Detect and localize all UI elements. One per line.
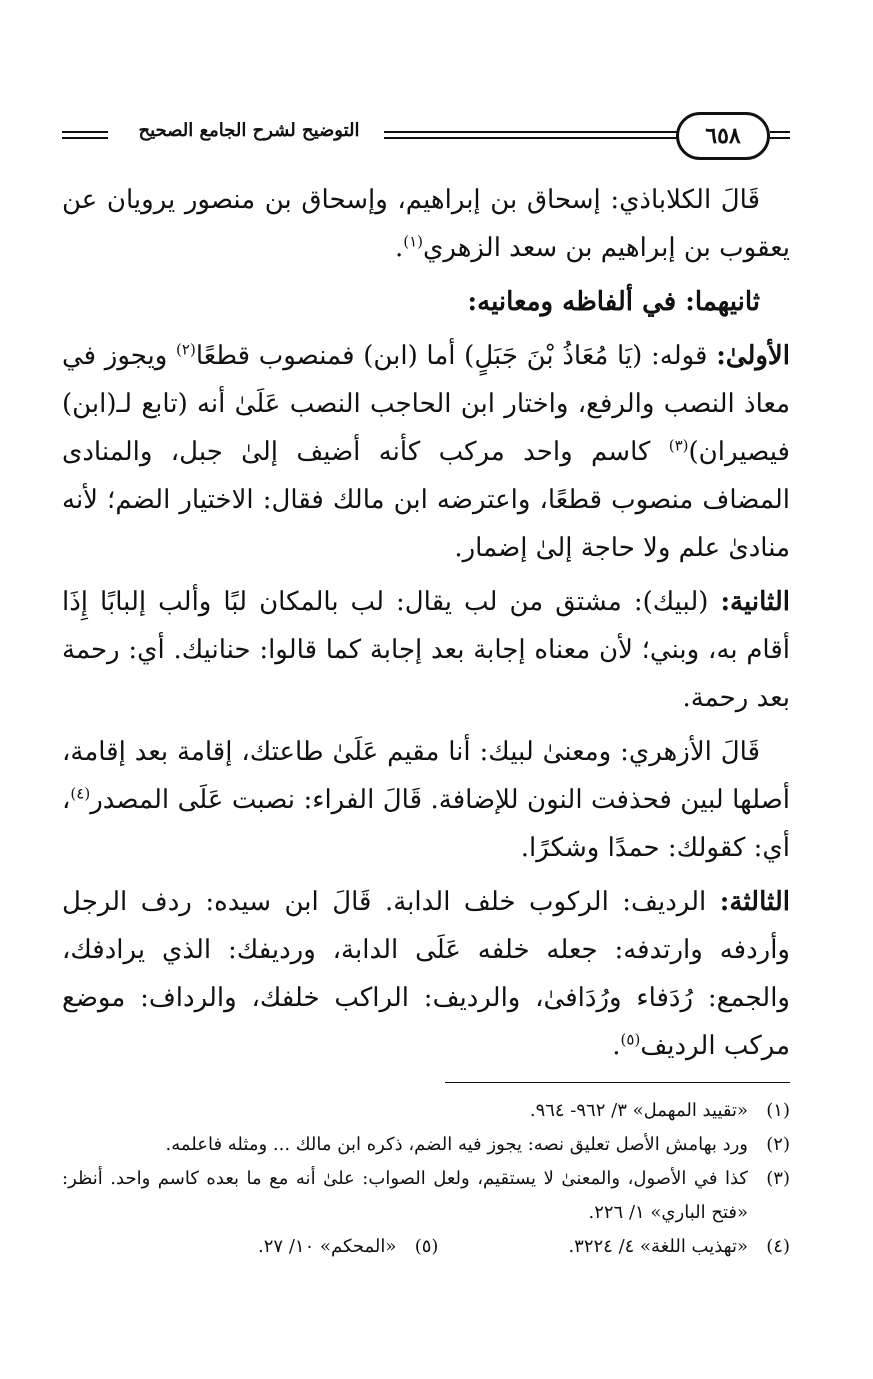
paragraph-lead: الثانية: [720,587,790,617]
footnote-row [62,1230,790,1264]
paragraph-text: قَالَ الأزهري: ومعنىٰ لبيك: أنا مقيم عَلَىٰ طاعتك، إقامة بعد إقامة، أصلها لبين فحذفت النون للإضافة. قَالَ الفراء: نصبت عَلَى المصدر [62,737,790,815]
footnote-text: كذا في الأصول، والمعنىٰ لا يستقيم، ولعل الصواب: علىٰ أنه مع ما بعده كاسم واحد. أنظر: «فتح الباري» ١/ ٢٢٦. [62,1168,748,1223]
paragraph-text: ويجوز في معاذ النصب والرفع، واختار ابن الحاجب النصب عَلَىٰ أنه (تابع لـ(ابن) فيصيران) [62,341,790,467]
footnote-ref[interactable]: (٢) [176,340,196,359]
footnotes [62,1094,790,1264]
paragraph-lead: الثالثة: [719,887,790,917]
heading-text: ثانيهما: في ألفاظه ومعانيه: [467,287,760,317]
footnote-ref[interactable]: (٣) [668,436,689,455]
footnote-number: (٣) [766,1168,790,1189]
footnote-item [62,1162,790,1230]
page-number: ٦٥٨ [676,112,770,160]
footnote-number: (٢) [766,1134,790,1155]
footnote-text: «تهذيب اللغة» ٤/ ٣٢٢٤. [568,1236,748,1257]
footnote-text: «المحكم» ١٠/ ٢٧. [258,1236,397,1257]
paragraph-first [62,332,790,572]
paragraph-text: . [394,233,404,263]
main-text [62,176,790,1076]
footnote-number: (٤) [766,1236,790,1257]
paragraph-text: . [612,1031,621,1061]
paragraph-azhari [62,728,790,872]
footnote-separator [445,1082,790,1083]
footnote-text: «تقييد المهمل» ٣/ ٩٦٢- ٩٦٤. [529,1100,748,1121]
section-heading [62,278,790,326]
paragraph-text: قوله: (يَا مُعَاذُ بْنَ جَبَلٍ) أما (ابن) فمنصوب قطعًا [195,341,717,371]
paragraph-lead: الأولىٰ: [716,341,790,371]
paragraph-second [62,578,790,722]
header-rule [384,137,714,139]
header-rule [770,137,790,139]
running-title: التوضيح لشرح الجامع الصحيح [138,120,360,141]
paragraph-text: ، أي: كقولك: حمدًا وشكرًا. [62,785,790,863]
footnote-text: ورد بهامش الأصل تعليق نصه: يجوز فيه الضم، ذكره ابن مالك ... ومثله فاعلمه. [165,1134,748,1155]
paragraph-text: كاسم واحد مركب كأنه أضيف إلىٰ جبل، والمنادى المضاف منصوب قطعًا، واعترضه ابن مالك فقال: الاختيار الضم؛ لأنه منادىٰ علم ولا حاجة إلىٰ إضمار. [62,437,790,563]
footnote-ref[interactable]: (٤) [70,784,91,803]
header-rule [770,131,790,133]
header-rule [62,137,108,139]
paragraph-text: قَالَ الكلاباذي: إسحاق بن إبراهيم، وإسحاق بن منصور يرويان عن يعقوب بن إبراهيم بن سعد الزهري [62,185,790,263]
footnote-number: (١) [766,1100,790,1121]
footnote-ref[interactable]: (١) [403,232,424,251]
paragraph-kalabadhi [62,176,790,272]
header-rule [62,131,108,133]
paragraph-text: الرديف: الركوب خلف الدابة. قَالَ ابن سيده: ردف الرجل وأردفه وارتدفه: جعله خلفه عَلَى الدابة، ورديفك: الذي يرادفك، والجمع: رُدَفاء ورُدَافىٰ، والرديف: الراكب خلفك، والرداف: موضع مركب الرديف [62,887,790,1061]
header-rule [384,131,714,133]
running-header [62,112,790,162]
footnote-item [258,1230,438,1264]
footnote-ref[interactable]: (٥) [620,1030,641,1049]
footnote-number: (٥) [414,1236,439,1257]
paragraph-text: (لبيك): مشتق من لب يقال: لب بالمكان لبًا وألب إلبابًا إِذَا أقام به، وبني؛ لأن معناه إجابة بعد إجابة كما قالوا: حنانيك. أي: رحمة بعد رحمة. [62,587,790,713]
footnote-item [62,1094,790,1128]
footnote-item [568,1230,790,1264]
paragraph-third [62,878,790,1070]
footnote-item [62,1128,790,1162]
